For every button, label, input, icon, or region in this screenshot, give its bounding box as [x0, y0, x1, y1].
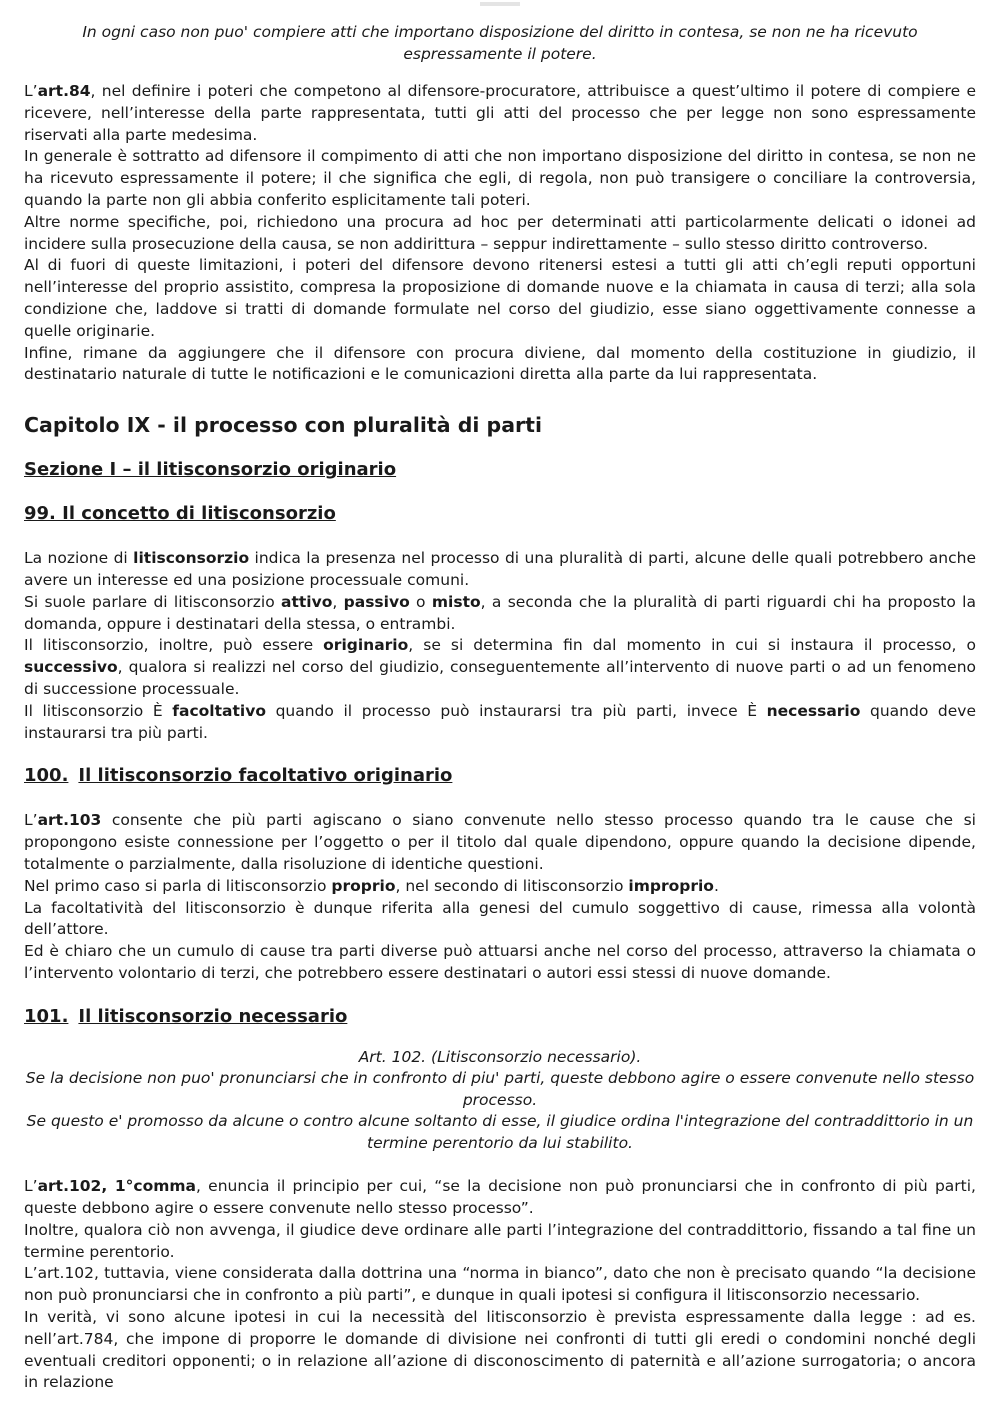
section-101-body: [24, 1176, 976, 1394]
heading-101-text: Il litisconsorzio necessario: [78, 1005, 348, 1027]
article-ref: art.84: [37, 82, 91, 100]
bold-term: passivo: [343, 592, 410, 611]
bold-term: proprio: [331, 876, 396, 895]
text-span: o: [409, 592, 432, 611]
bold-term: facoltativo: [172, 701, 266, 720]
intro-paragraph-3: Altre norme specifiche, poi, richiedono una procura ad hoc per determinati atti particolarmente delicati o idonei ad incidere sulla prosecuzione della causa, se non addirittura – seppur indirettamente – sullo stesso diritto controverso.: [24, 212, 976, 253]
s100-paragraph-3: La facoltatività del litisconsorzio è dunque riferita alla genesi del cumulo soggettivo di cause, rimessa alla volontà dell’attore.: [24, 898, 976, 939]
bold-term: originario: [323, 636, 409, 655]
s99-paragraph-1: [24, 548, 976, 592]
heading-101: [24, 1005, 976, 1029]
bold-term: successivo: [24, 658, 118, 677]
heading-100-number: 100.: [24, 765, 69, 787]
intro-block: [24, 81, 976, 386]
text-span: .: [713, 876, 719, 895]
article-102-comma-1: Se la decisione non puo' pronunciarsi che in confronto di piu' parti, queste debbono agire o essere convenute nello stesso processo.: [25, 1069, 975, 1109]
intro-paragraph-5: Infine, rimane da aggiungere che il difensore con procura diviene, dal momento della costituzione in giudizio, il destinatario naturale di tutte le notificazioni e le comunicazioni diretta alla parte da lui rappresentata.: [24, 343, 976, 384]
top-quote: In ogni caso non puo' compiere atti che importano disposizione del diritto in contesa, se non ne ha ricevuto espressamente il potere.: [82, 23, 918, 63]
s101-paragraph-2: Inoltre, qualora ciò non avvenga, il giudice deve ordinare alle parti l’integrazione del contraddittorio, fissando a tal fine un termine perentorio.: [24, 1220, 976, 1261]
s100-paragraph-2: [24, 876, 976, 898]
bold-term: attivo: [281, 592, 333, 611]
bold-term: necessario: [766, 701, 861, 720]
s99-paragraph-4: [24, 701, 976, 745]
s99-paragraph-2: [24, 592, 976, 636]
intro-paragraph-2: In generale è sottratto ad difensore il compimento di atti che non importano disposizione del diritto in contesa, se non ne ha ricevuto espressamente il potere; il che significa che egli, di regola, non può transigere o conciliare la controversia, quando la parte non gli abbia conferito esplicitamente tali poteri.: [24, 147, 976, 209]
s100-paragraph-1: [24, 810, 976, 875]
text-span: , se si determina fin dal momento in cui si instaura il processo, o: [408, 636, 976, 655]
article-ref: art.102, 1°comma: [37, 1177, 197, 1196]
s101-paragraph-4: In verità, vi sono alcune ipotesi in cui la necessità del litisconsorzio è prevista espressamente dalla legge : ad es. nell’art.784, che impone di proporre le domande di divisione nei confronti di tutti gli eredi o condomini nonché degli eventuali creditori opponenti; o in relazione all’azione di disconoscimento di paternità e all’azione surrogatoria; o ancora in relazione: [24, 1307, 976, 1392]
article-102-comma-2: Se questo e' promosso da alcune o contro alcune soltanto di esse, il giudice ordina l'integrazione del contraddittorio in un termine perentorio da lui stabilito.: [26, 1112, 974, 1152]
bold-term: litisconsorzio: [133, 549, 250, 568]
text-span: , enuncia il principio per cui, “se la decisione non può pronunciarsi che in confronto di più parti, queste debbono agire o essere convenute nello stesso processo”.: [24, 1177, 976, 1217]
text-span: Il litisconsorzio, inoltre, può essere: [24, 636, 324, 655]
text-span: L’: [24, 811, 38, 830]
text-span: L’: [24, 82, 38, 100]
intro-paragraph-4: Al di fuori di queste limitazioni, i poteri del difensore devono ritenersi estesi a tutti gli atti ch’egli reputi opportuni nell’interesse del proprio assistito, compresa la proposizione di domande nuove e la chiamata in causa di terzi; alla sola condizione che, laddove si tratti di domande formulate nel corso del giudizio, esse siano oggettivamente connesse a quelle originarie.: [24, 256, 976, 340]
intro-paragraph-1: [24, 81, 976, 146]
text-span: quando il processo può instaurarsi tra più parti, invece È: [265, 701, 767, 720]
text-span: quando deve instaurarsi tra più parti.: [24, 701, 976, 742]
text-span: L’: [24, 1177, 38, 1196]
text-span: , a seconda che la pluralità di parti riguardi chi ha proposto la domanda, oppure i destinatari della stessa, o entrambi.: [24, 592, 976, 633]
text-span: Il litisconsorzio È: [24, 701, 173, 720]
heading-101-number: 101.: [24, 1005, 69, 1027]
heading-100-text: Il litisconsorzio facoltativo originario: [78, 765, 453, 787]
chapter-title: Capitolo IX - il processo con pluralità di parti: [24, 413, 542, 438]
article-102-heading: Art. 102. (Litisconsorzio necessario).: [358, 1047, 642, 1066]
section-title: Sezione I – il litisconsorzio originario: [24, 459, 397, 481]
heading-100: [24, 764, 976, 788]
text-span: La nozione di: [24, 549, 134, 568]
text-span: consente che più parti agiscano o siano convenute nello stesso processo quando tra le cause che si propongono esiste connessione per l’oggetto o per il titolo dal quale dipendono, oppure quando la decisione dipende, totalmente o parzialmente, dalla risoluzione di identiche questioni.: [24, 811, 976, 873]
bold-term: improprio: [628, 876, 714, 895]
s99-paragraph-3: [24, 635, 976, 700]
text-span: ,: [332, 592, 344, 611]
article-102-quote: [24, 1047, 976, 1155]
section-99-body: [24, 548, 976, 744]
text-span: indica la presenza nel processo di una pluralità di parti, alcune delle quali potrebbero anche avere un interesse ed una posizione processuale comuni.: [24, 549, 976, 589]
s101-paragraph-3: L’art.102, tuttavia, viene considerata dalla dottrina una “norma in bianco”, dato che non è precisato quando “la decisione non può pronunciarsi che in confronto a più parti”, e dunque in quali ipotesi si configura il litisconsorzio necessario.: [24, 1264, 976, 1305]
heading-99-text: 99. Il concetto di litisconsorzio: [24, 503, 336, 525]
document-page: [24, 0, 976, 1394]
bold-term: misto: [431, 592, 481, 611]
text-span: , nel secondo di litisconsorzio: [395, 876, 629, 895]
text-span: , nel definire i poteri che competono al difensore-procuratore, attribuisce a quest’ultimo il potere di compiere e ricevere, nell’interesse della parte rappresentata, tutti gli atti del processo che per legge non sono espressamente riservati alla parte medesima.: [24, 82, 976, 144]
text-span: Si suole parlare di litisconsorzio: [24, 592, 282, 611]
text-span: Nel primo caso si parla di litisconsorzio: [24, 876, 332, 895]
text-span: , qualora si realizzi nel corso del giudizio, conseguentemente all’intervento di nuove parti o ad un fenomeno di successione processuale.: [24, 658, 976, 698]
article-ref: art.103: [37, 811, 102, 830]
s100-paragraph-4: Ed è chiaro che un cumulo di cause tra parti diverse può attuarsi anche nel corso del processo, attraverso la chiamata o l’intervento volontario di terzi, che potrebbero essere destinatari o autori essi stessi di nuove domande.: [24, 942, 976, 982]
section-100-body: [24, 810, 976, 984]
heading-99: [24, 502, 976, 526]
s101-paragraph-1: [24, 1176, 976, 1220]
